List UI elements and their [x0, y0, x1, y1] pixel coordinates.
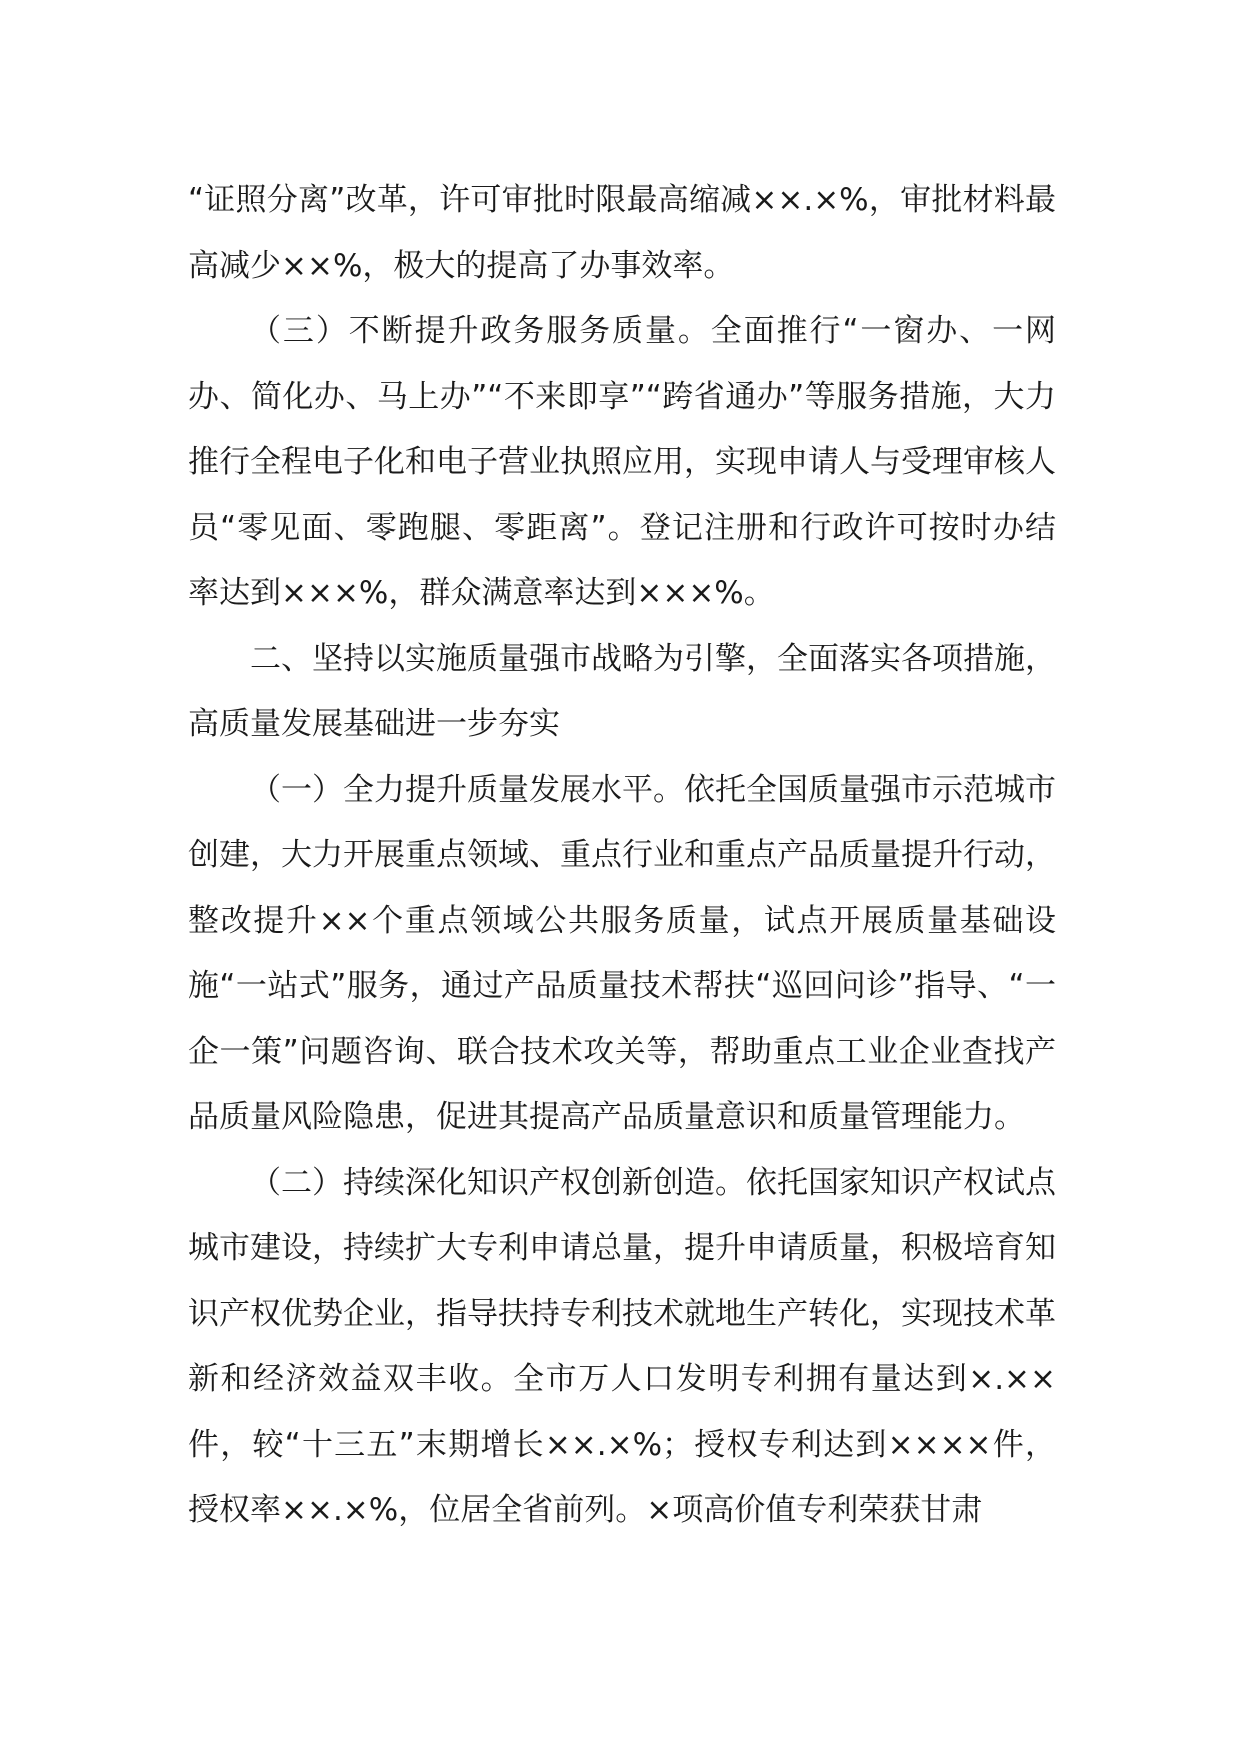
document-body: [188, 168, 1056, 1544]
paragraph-intellectual-property: （二）持续深化知识产权创新创造。依托国家知识产权试点城市建设，持续扩大专利申请总量，提升申请质量，积极培育知识产权优势企业，指导扶持专利技术就地生产转化，实现技术革新和经济效益双丰收。全市万人口发明专利拥有量达到×.××件，较“十三五”末期增长××.×%；授权专利达到××××件，授权率××.×%，位居全省前列。×项高价值专利荣获甘肃: [188, 1164, 1056, 1528]
section-heading-quality-strategy: 二、坚持以实施质量强市战略为引擎，全面落实各项措施，高质量发展基础进一步夯实: [188, 640, 1056, 742]
paragraph-quality-development: （一）全力提升质量发展水平。依托全国质量强市示范城市创建，大力开展重点领域、重点行业和重点产品质量提升行动，整改提升××个重点领域公共服务质量，试点开展质量基础设施“一站式”服务，通过产品质量技术帮扶“巡回问诊”指导、“一企一策”问题咨询、联合技术攻关等，帮助重点工业企业查找产品质量风险隐患，促进其提高产品质量意识和质量管理能力。: [188, 771, 1056, 1135]
paragraph-continuation: “证照分离”改革，许可审批时限最高缩减××.×%，审批材料最高减少××%，极大的提高了办事效率。: [188, 182, 1056, 284]
paragraph-government-service-quality: （三）不断提升政务服务质量。全面推行“一窗办、一网办、简化办、马上办”“不来即享”“跨省通办”等服务措施，大力推行全程电子化和电子营业执照应用，实现申请人与受理审核人员“零见面、零跑腿、零距离”。登记注册和行政许可按时办结率达到×××%，群众满意率达到×××%。: [188, 313, 1056, 611]
